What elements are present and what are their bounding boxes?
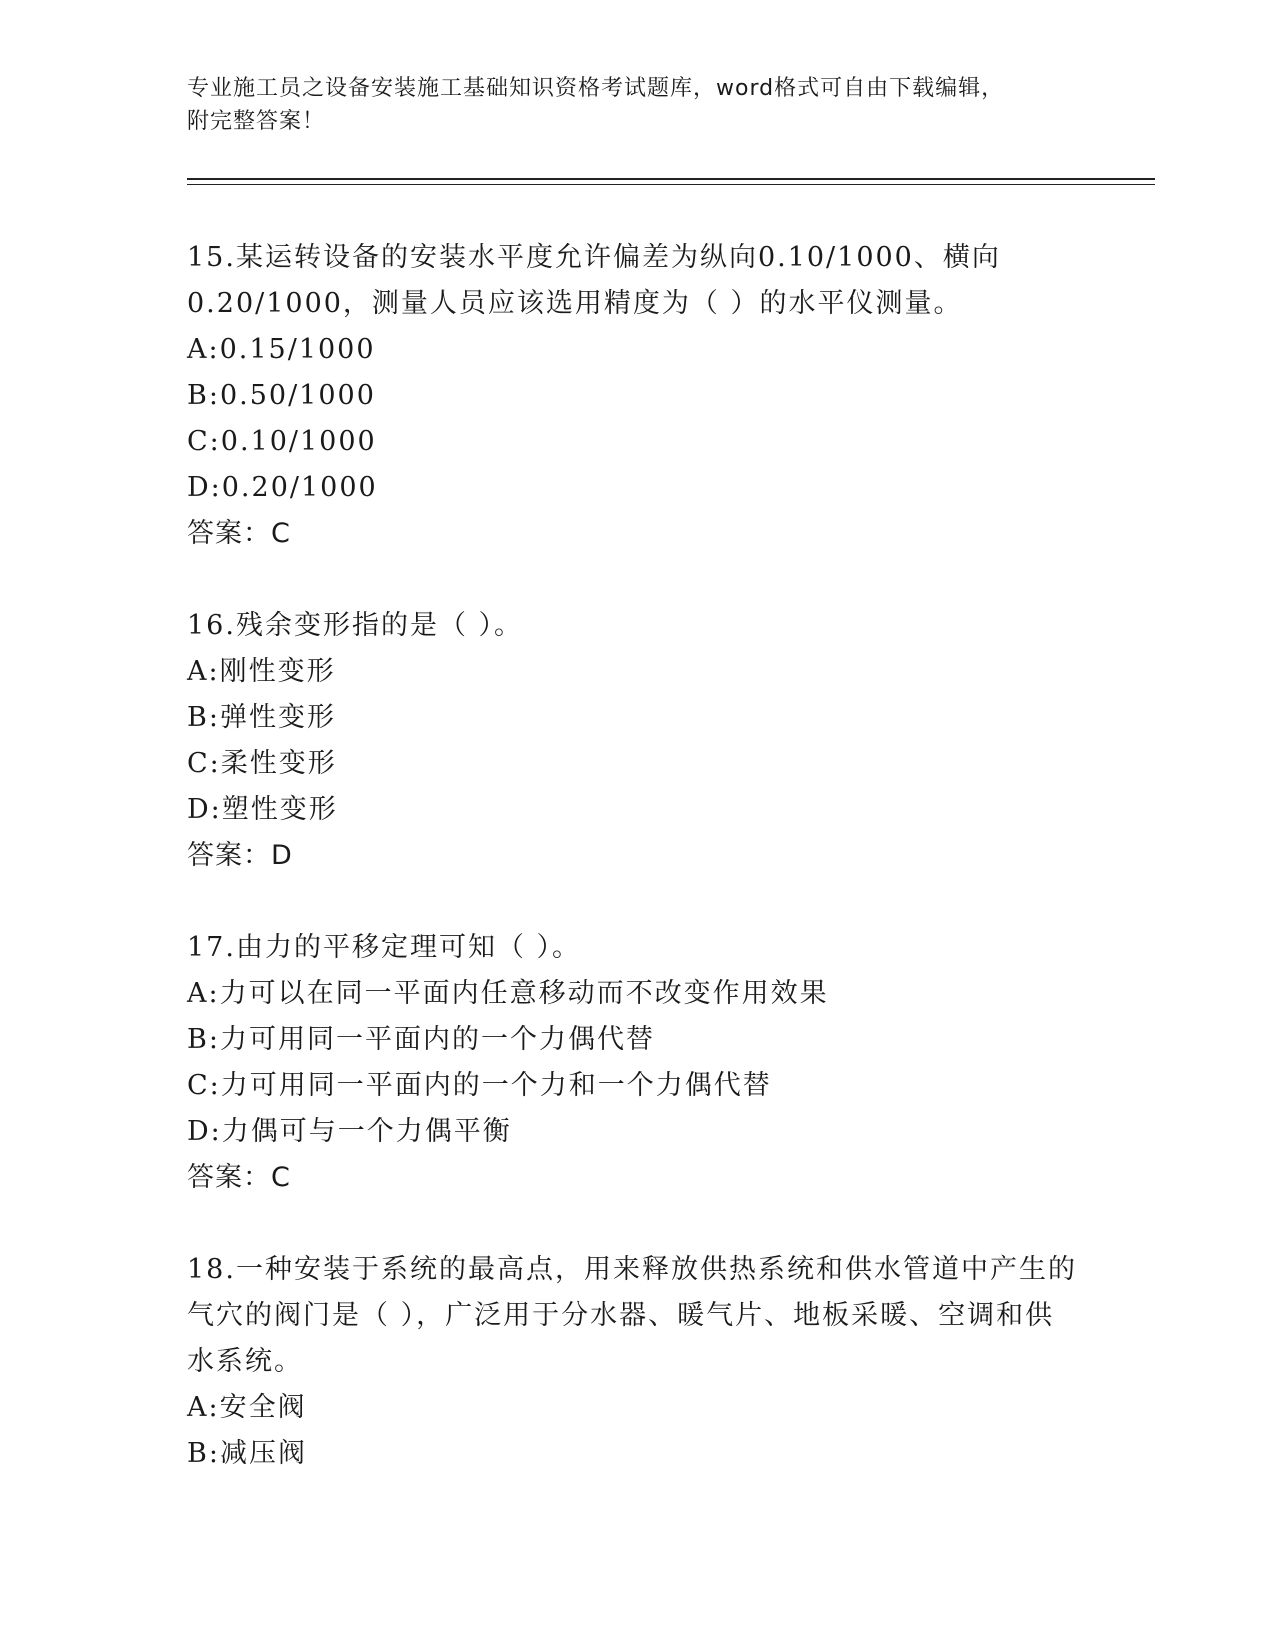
option-key: B: — [187, 1438, 220, 1469]
stem-line: 18.一种安装于系统的最高点，用来释放供热系统和供水管道中产生的 — [187, 1254, 1077, 1285]
question-list — [187, 235, 1087, 1523]
stem-line: 16.残余变形指的是（ ）。 — [187, 610, 524, 641]
stem-line: 15.某运转设备的安装水平度允许偏差为纵向0.10/1000、横向 — [187, 242, 1001, 273]
question-stem — [187, 925, 1087, 971]
option-text: 力偶可与一个力偶平衡 — [221, 1116, 512, 1147]
question-stem — [187, 235, 1087, 327]
option-key: C: — [187, 1070, 221, 1101]
option-text: 安全阀 — [219, 1392, 307, 1423]
question-17 — [187, 925, 1087, 1201]
option-d — [187, 465, 1087, 511]
option-key: D: — [187, 794, 222, 825]
option-key: A: — [187, 334, 220, 365]
header-line-2: 附完整答案！ — [187, 109, 326, 134]
stem-line: 水系统。 — [187, 1346, 303, 1377]
option-text: 弹性变形 — [219, 702, 336, 733]
header-line-1: 专业施工员之设备安装施工基础知识资格考试题库，word格式可自由下载编辑， — [187, 76, 1005, 101]
option-b — [187, 695, 1087, 741]
option-text: 刚性变形 — [219, 656, 336, 687]
option-a — [187, 971, 1087, 1017]
option-key: A: — [187, 978, 220, 1009]
question-18 — [187, 1247, 1087, 1477]
option-d — [187, 1109, 1087, 1155]
option-key: B: — [187, 702, 220, 733]
option-key: D: — [187, 472, 222, 503]
option-text: 力可用同一平面内的一个力和一个力偶代替 — [220, 1070, 772, 1101]
option-key: A: — [187, 656, 220, 687]
answer: 答案：D — [187, 840, 293, 871]
option-a — [187, 327, 1087, 373]
option-key: C: — [187, 426, 221, 457]
question-stem — [187, 1247, 1087, 1385]
option-c — [187, 741, 1087, 787]
header-divider — [187, 178, 1155, 185]
option-b — [187, 1017, 1087, 1063]
answer: 答案：C — [187, 518, 291, 549]
option-c — [187, 1063, 1087, 1109]
option-c — [187, 419, 1087, 465]
option-key: B: — [187, 380, 220, 411]
option-text: 力可以在同一平面内任意移动而不改变作用效果 — [219, 978, 829, 1009]
stem-line: 17.由力的平移定理可知（ ）。 — [187, 932, 582, 963]
option-text: 0.50/1000 — [219, 380, 376, 411]
option-b — [187, 1431, 1087, 1477]
option-a — [187, 1385, 1087, 1431]
option-key: A: — [187, 1392, 220, 1423]
question-16 — [187, 603, 1087, 879]
option-text: 0.10/1000 — [220, 426, 377, 457]
option-a — [187, 649, 1087, 695]
answer: 答案：C — [187, 1162, 291, 1193]
option-text: 0.15/1000 — [219, 334, 376, 365]
stem-line: 0.20/1000，测量人员应该选用精度为（ ）的水平仪测量。 — [187, 288, 963, 319]
option-key: B: — [187, 1024, 220, 1055]
stem-line: 气穴的阀门是（ ），广泛用于分水器、暖气片、地板采暖、空调和供 — [187, 1300, 1055, 1331]
option-d — [187, 787, 1087, 833]
option-text: 0.20/1000 — [221, 472, 378, 503]
option-text: 减压阀 — [219, 1438, 307, 1469]
option-text: 塑性变形 — [221, 794, 338, 825]
option-text: 力可用同一平面内的一个力偶代替 — [219, 1024, 655, 1055]
question-15 — [187, 235, 1087, 557]
question-stem — [187, 603, 1087, 649]
option-text: 柔性变形 — [220, 748, 337, 779]
option-b — [187, 373, 1087, 419]
document-header — [187, 72, 1087, 138]
option-key: D: — [187, 1116, 222, 1147]
option-key: C: — [187, 748, 221, 779]
